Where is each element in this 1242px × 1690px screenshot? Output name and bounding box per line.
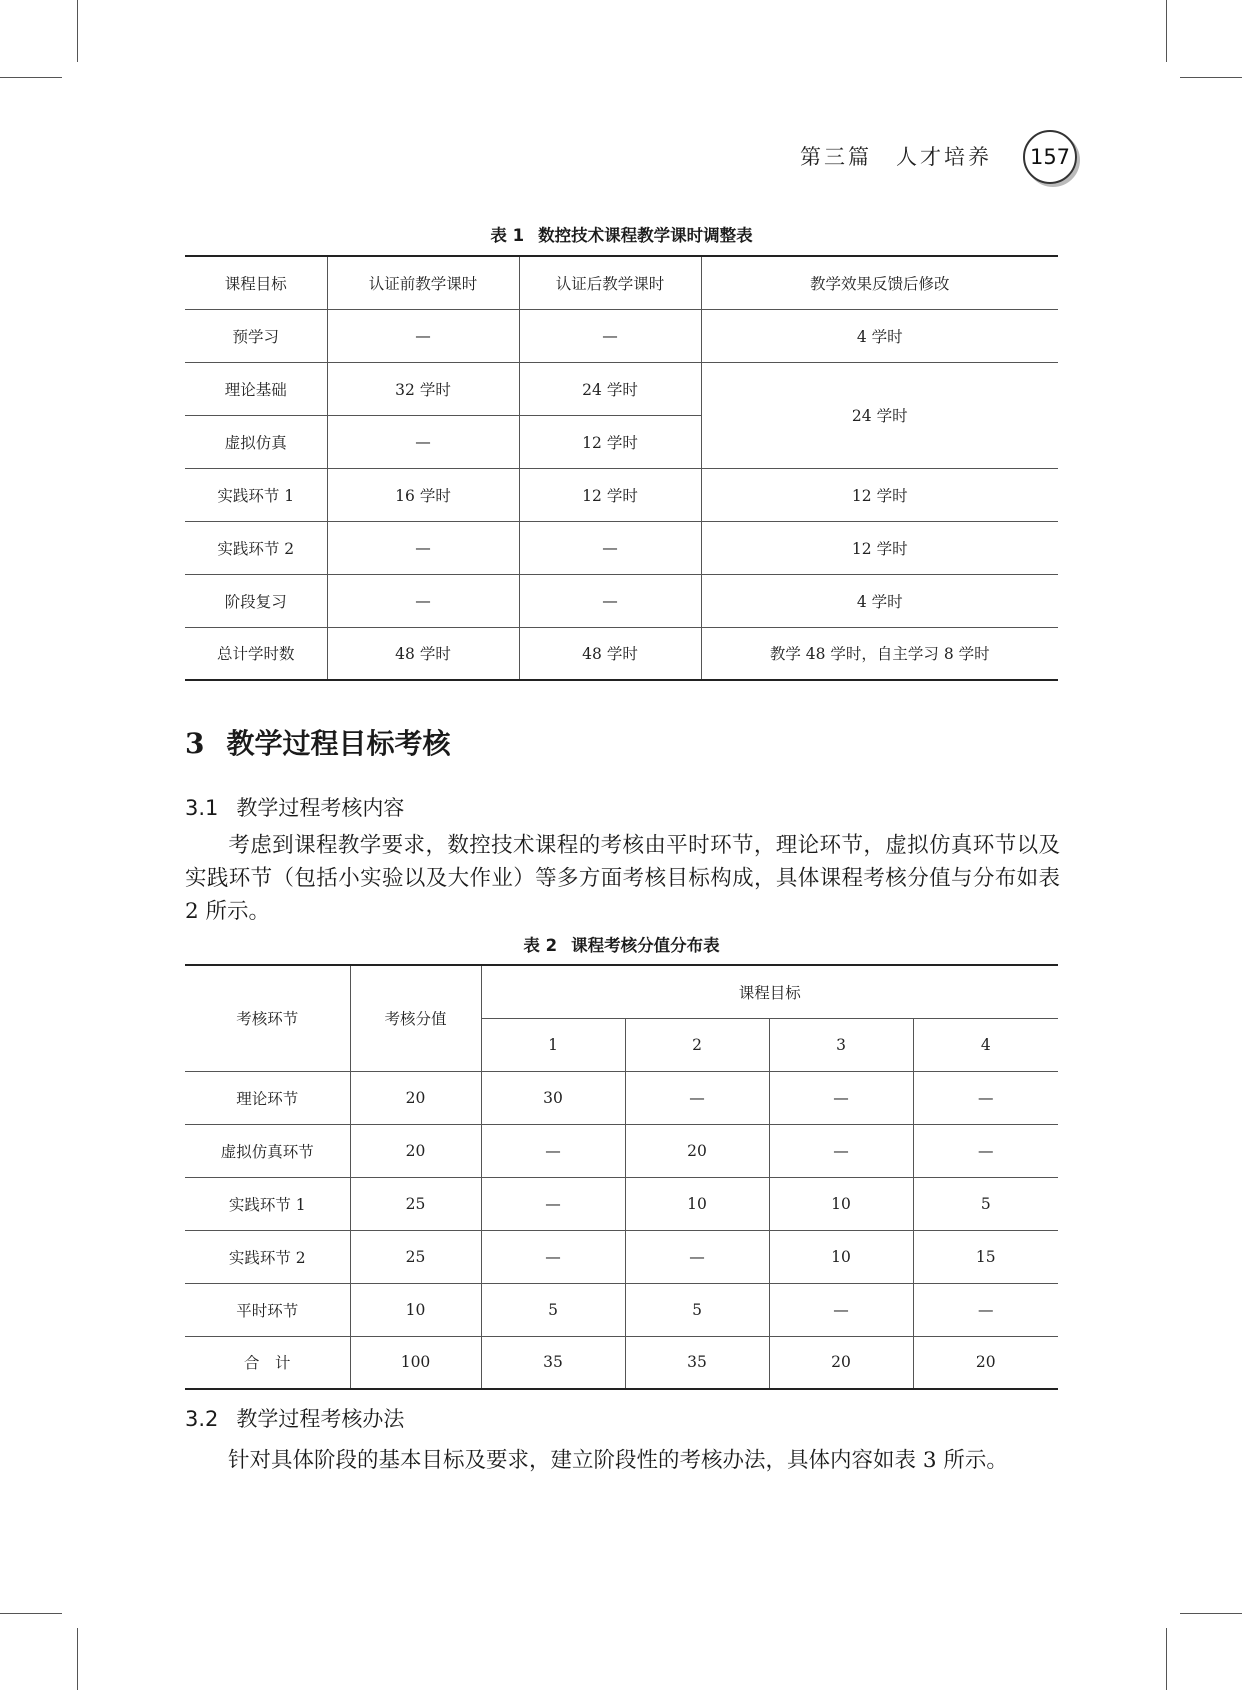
crop-mark: [77, 0, 78, 62]
table-cell: 35: [625, 1336, 769, 1389]
table-cell: 理论环节: [185, 1071, 350, 1124]
table-cell: 10: [769, 1177, 913, 1230]
paragraph: [185, 1444, 1060, 1477]
table-header-cell: 1: [481, 1018, 625, 1071]
table-header-group: 课程目标: [481, 965, 1058, 1018]
table-cell: 20: [350, 1071, 481, 1124]
table-cell: 10: [350, 1283, 481, 1336]
table-cell: —: [625, 1071, 769, 1124]
table-cell: 阶段复习: [185, 574, 327, 627]
table-cell: 100: [350, 1336, 481, 1389]
table1-caption-title: 数控技术课程教学课时调整表: [538, 226, 753, 245]
section-number: 3: [185, 727, 205, 760]
paragraph-text: 考虑到课程教学要求，数控技术课程的考核由平时环节，理论环节，虚拟仿真环节以及实践环节（包括小实验以及大作业）等多方面考核目标构成，具体课程考核分值与分布如表 2 所示。: [185, 833, 1060, 924]
crop-mark: [77, 1628, 78, 1690]
table-cell: 12 学时: [701, 521, 1058, 574]
table-cell: —: [519, 521, 701, 574]
table-cell: —: [769, 1124, 913, 1177]
running-head: 第三篇 人才培养: [800, 145, 992, 169]
table-cell: —: [913, 1071, 1058, 1124]
page-number: 157: [1023, 130, 1077, 184]
table-row: [185, 309, 1058, 362]
table-row: [185, 1283, 1058, 1336]
paragraph: [185, 829, 1060, 928]
section-heading: [185, 722, 451, 762]
table-cell: —: [327, 521, 519, 574]
subsection-number: 3.1: [185, 796, 219, 820]
table-header-row: [185, 256, 1058, 309]
table-cell: 48 学时: [327, 627, 519, 680]
table-row: [185, 1071, 1058, 1124]
crop-mark: [1166, 1628, 1167, 1690]
table-cell: 15: [913, 1230, 1058, 1283]
table2-caption: [185, 932, 1058, 956]
table2: [185, 964, 1058, 1390]
table-cell: 20: [769, 1336, 913, 1389]
table-cell: —: [327, 309, 519, 362]
table-cell: —: [769, 1283, 913, 1336]
table-cell: 4 学时: [701, 309, 1058, 362]
table-cell: —: [481, 1230, 625, 1283]
crop-mark: [1166, 0, 1167, 62]
table-header-cell: 4: [913, 1018, 1058, 1071]
table-row: [185, 1177, 1058, 1230]
table-cell: 20: [913, 1336, 1058, 1389]
table-cell: 5: [625, 1283, 769, 1336]
table-cell: 理论基础: [185, 362, 327, 415]
table1-caption: [185, 222, 1058, 246]
table-cell: 平时环节: [185, 1283, 350, 1336]
table-cell: 25: [350, 1177, 481, 1230]
table-row: [185, 574, 1058, 627]
table-cell: 48 学时: [519, 627, 701, 680]
table2-caption-title: 课程考核分值分布表: [571, 936, 720, 955]
table-cell: 12 学时: [701, 468, 1058, 521]
table-cell: 25: [350, 1230, 481, 1283]
table-header-row: [185, 965, 1058, 1018]
table-cell: —: [519, 309, 701, 362]
table-cell: 10: [769, 1230, 913, 1283]
table-header-cell: 课程目标: [185, 256, 327, 309]
table-cell: 35: [481, 1336, 625, 1389]
table-header-cell: 考核分值: [350, 965, 481, 1071]
table-cell: 10: [625, 1177, 769, 1230]
table-header-cell: 3: [769, 1018, 913, 1071]
table-cell: 实践环节 2: [185, 1230, 350, 1283]
subsection-title: 教学过程考核办法: [236, 1407, 405, 1431]
table-cell: 实践环节 1: [185, 468, 327, 521]
table-row: [185, 362, 1058, 415]
table2-caption-num: 表 2: [523, 936, 558, 955]
table-header-cell: 认证前教学课时: [327, 256, 519, 309]
crop-mark: [1180, 1613, 1242, 1614]
table-cell: 合 计: [185, 1336, 350, 1389]
subsection-heading: [185, 792, 404, 822]
table-header-cell: 教学效果反馈后修改: [701, 256, 1058, 309]
table1-caption-num: 表 1: [490, 226, 525, 245]
table-cell: 4 学时: [701, 574, 1058, 627]
table-cell: —: [327, 415, 519, 468]
subsection-title: 教学过程考核内容: [236, 796, 405, 820]
table-header-cell: 考核环节: [185, 965, 350, 1071]
table-cell: 实践环节 2: [185, 521, 327, 574]
table-cell: 教学 48 学时，自主学习 8 学时: [701, 627, 1058, 680]
table-row: [185, 627, 1058, 680]
table-cell: —: [769, 1071, 913, 1124]
table-cell: 20: [625, 1124, 769, 1177]
table-cell: 32 学时: [327, 362, 519, 415]
table-cell: 虚拟仿真: [185, 415, 327, 468]
table-cell: —: [913, 1283, 1058, 1336]
section-title: 教学过程目标考核: [226, 727, 451, 760]
table-cell: 5: [481, 1283, 625, 1336]
table-cell: —: [481, 1124, 625, 1177]
crop-mark: [1180, 77, 1242, 78]
table-cell: 30: [481, 1071, 625, 1124]
table-cell: 12 学时: [519, 415, 701, 468]
table-cell: 5: [913, 1177, 1058, 1230]
table-cell: —: [327, 574, 519, 627]
table-cell: 总计学时数: [185, 627, 327, 680]
crop-mark: [0, 77, 62, 78]
paragraph-text: 针对具体阶段的基本目标及要求，建立阶段性的考核办法，具体内容如表 3 所示。: [228, 1448, 1008, 1473]
table-cell: 24 学时: [519, 362, 701, 415]
table-cell: 16 学时: [327, 468, 519, 521]
subsection-number: 3.2: [185, 1407, 219, 1431]
table-cell: 实践环节 1: [185, 1177, 350, 1230]
table-row: [185, 521, 1058, 574]
table-cell: 虚拟仿真环节: [185, 1124, 350, 1177]
table-cell-merged: 24 学时: [701, 362, 1058, 468]
table-cell: —: [625, 1230, 769, 1283]
table1: [185, 255, 1058, 681]
table-row: [185, 1230, 1058, 1283]
subsection-heading: [185, 1403, 404, 1433]
table-header-cell: 2: [625, 1018, 769, 1071]
table-header-cell: 认证后教学课时: [519, 256, 701, 309]
table-cell: 20: [350, 1124, 481, 1177]
table-cell: 预学习: [185, 309, 327, 362]
table-cell: —: [481, 1177, 625, 1230]
table-cell: —: [519, 574, 701, 627]
crop-mark: [0, 1613, 62, 1614]
table-row: [185, 468, 1058, 521]
table-cell: —: [913, 1124, 1058, 1177]
table-row: [185, 1336, 1058, 1389]
table-row: [185, 1124, 1058, 1177]
table-cell: 12 学时: [519, 468, 701, 521]
